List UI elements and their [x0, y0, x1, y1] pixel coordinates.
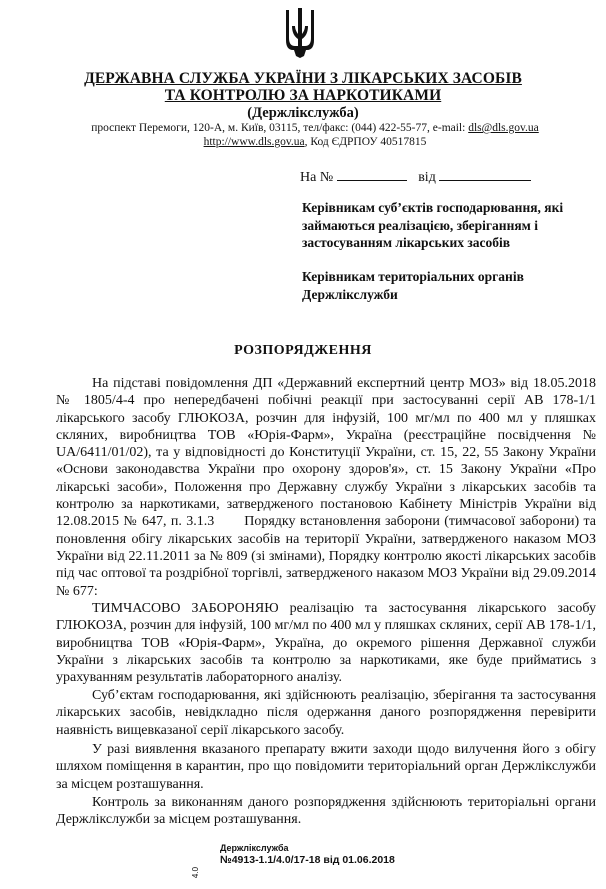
stamp-org: Держлікслужба: [220, 843, 289, 853]
address-text: проспект Перемоги, 120-А, м. Київ, 03115, тел/факс: (044) 422-55-77, e-mail:: [91, 122, 469, 134]
paragraph-quarantine: У разі виявлення вказаного препарату вжити заходи щодо вилучення його з обігу шляхом поміщення в карантин, про що повідомити територіальний орган Держлікслужби за місцем розташування.: [56, 742, 596, 792]
date-label: від: [418, 170, 436, 185]
org-short-name: (Держлікслужба): [247, 105, 359, 121]
trident-emblem-icon: [283, 8, 317, 58]
paragraph-control: Контроль за виконанням даного розпорядження здійснюють територіальні органи Держлікслужби за місцем розташування.: [56, 795, 596, 828]
contacts-block: [80, 121, 550, 149]
paragraph-prohibition: [56, 600, 596, 686]
date-blank: [439, 168, 531, 181]
prohibition-text: реалізацію та застосування лікарського засобу ГЛЮКОЗА, розчин для інфузій, 100 мг/мл по 400 мл у пляшках скляних, серії АВ 178-1/1, виробництва ТОВ «Юрія-Фарм», Україна, до окремого рішення Державної служби України з лікарських засобів та контролю за наркотиками, яке буде прийматись з урахуванням результатів лабораторного аналізу.: [56, 601, 596, 686]
addressee-territorial-bodies: Керівникам територіальних органів Держлікслужби: [302, 269, 524, 302]
paragraph-basis: [56, 375, 596, 600]
paragraph-check: Суб’єктам господарювання, які здійснюють реалізацію, зберігання та застосування лікарських засобів, невідкладно після одержання даного розпорядження перевірити наявність вищевказаної серії лікарського засобу.: [56, 688, 596, 738]
prohibition-lead: ТИМЧАСОВО ЗАБОРОНЯЮ: [92, 601, 279, 616]
org-name-line2: ТА КОНТРОЛЮ ЗА НАРКОТИКАМИ: [164, 87, 442, 104]
edrpou-text: , Код ЄДРПОУ 40517815: [304, 136, 427, 148]
org-name-line1: ДЕРЖАВНА СЛУЖБА УКРАЇНИ З ЛІКАРСЬКИХ ЗАСОБІВ: [84, 70, 522, 87]
number-label: На №: [300, 170, 334, 185]
number-blank: [337, 168, 407, 181]
website-link[interactable]: http://www.dls.gov.ua: [203, 136, 305, 148]
addressee-business-entities: Керівникам суб’єктів господарювання, які займаються реалізацією, зберіганням і застосуванням лікарських засобів: [302, 200, 564, 250]
registration-stamp: [220, 843, 395, 867]
registration-line: [300, 168, 531, 186]
paragraph-basis-main: На підставі повідомлення ДП «Державний експертний центр МОЗ» від 18.05.2018 № 1805/4-4 про непередбачені побічні реакції при застосуванні серії АВ 178-1/1 лікарського засобу ГЛЮКОЗА, розчин для інфузій, 100 мг/мл по 400 мл у пляшках скляних, виробництва ТОВ «Юрія-Фарм», Україна (реєстраційне посвідчення № UA/6411/01/02), та у відповідності до Конституції України, ст. 15, 22, 55 Закону України «Основи законодавства України про охорону здоров'я», ст. 15 Закону України «Про лікарські засоби», Положення про Державну службу України з лікарських засобів та контролю за наркотиками, затвердженого постановою Кабінету Міністрів України від 12.08.2015 № 647, п. 3.1.3: [56, 376, 596, 530]
side-number: 4.0: [191, 866, 201, 879]
document-title: РОЗПОРЯДЖЕННЯ: [234, 343, 372, 358]
stamp-number: №4913-1.1/4.0/17-18 від 01.06.2018: [220, 854, 395, 866]
paragraph-basis-tail: Порядку встановлення заборони (тимчасової заборони) та поновлення обігу лікарських засобів на території України, затвердженого наказом МОЗ України від 22.11.2011 за № 809 (зі змінами), Порядку контролю якості лікарських засобів під час оптової та роздрібної торгівлі, затвердженого наказом МОЗ України від 29.09.2014 № 677:: [56, 514, 596, 599]
email-link[interactable]: dls@dls.gov.ua: [468, 122, 539, 134]
